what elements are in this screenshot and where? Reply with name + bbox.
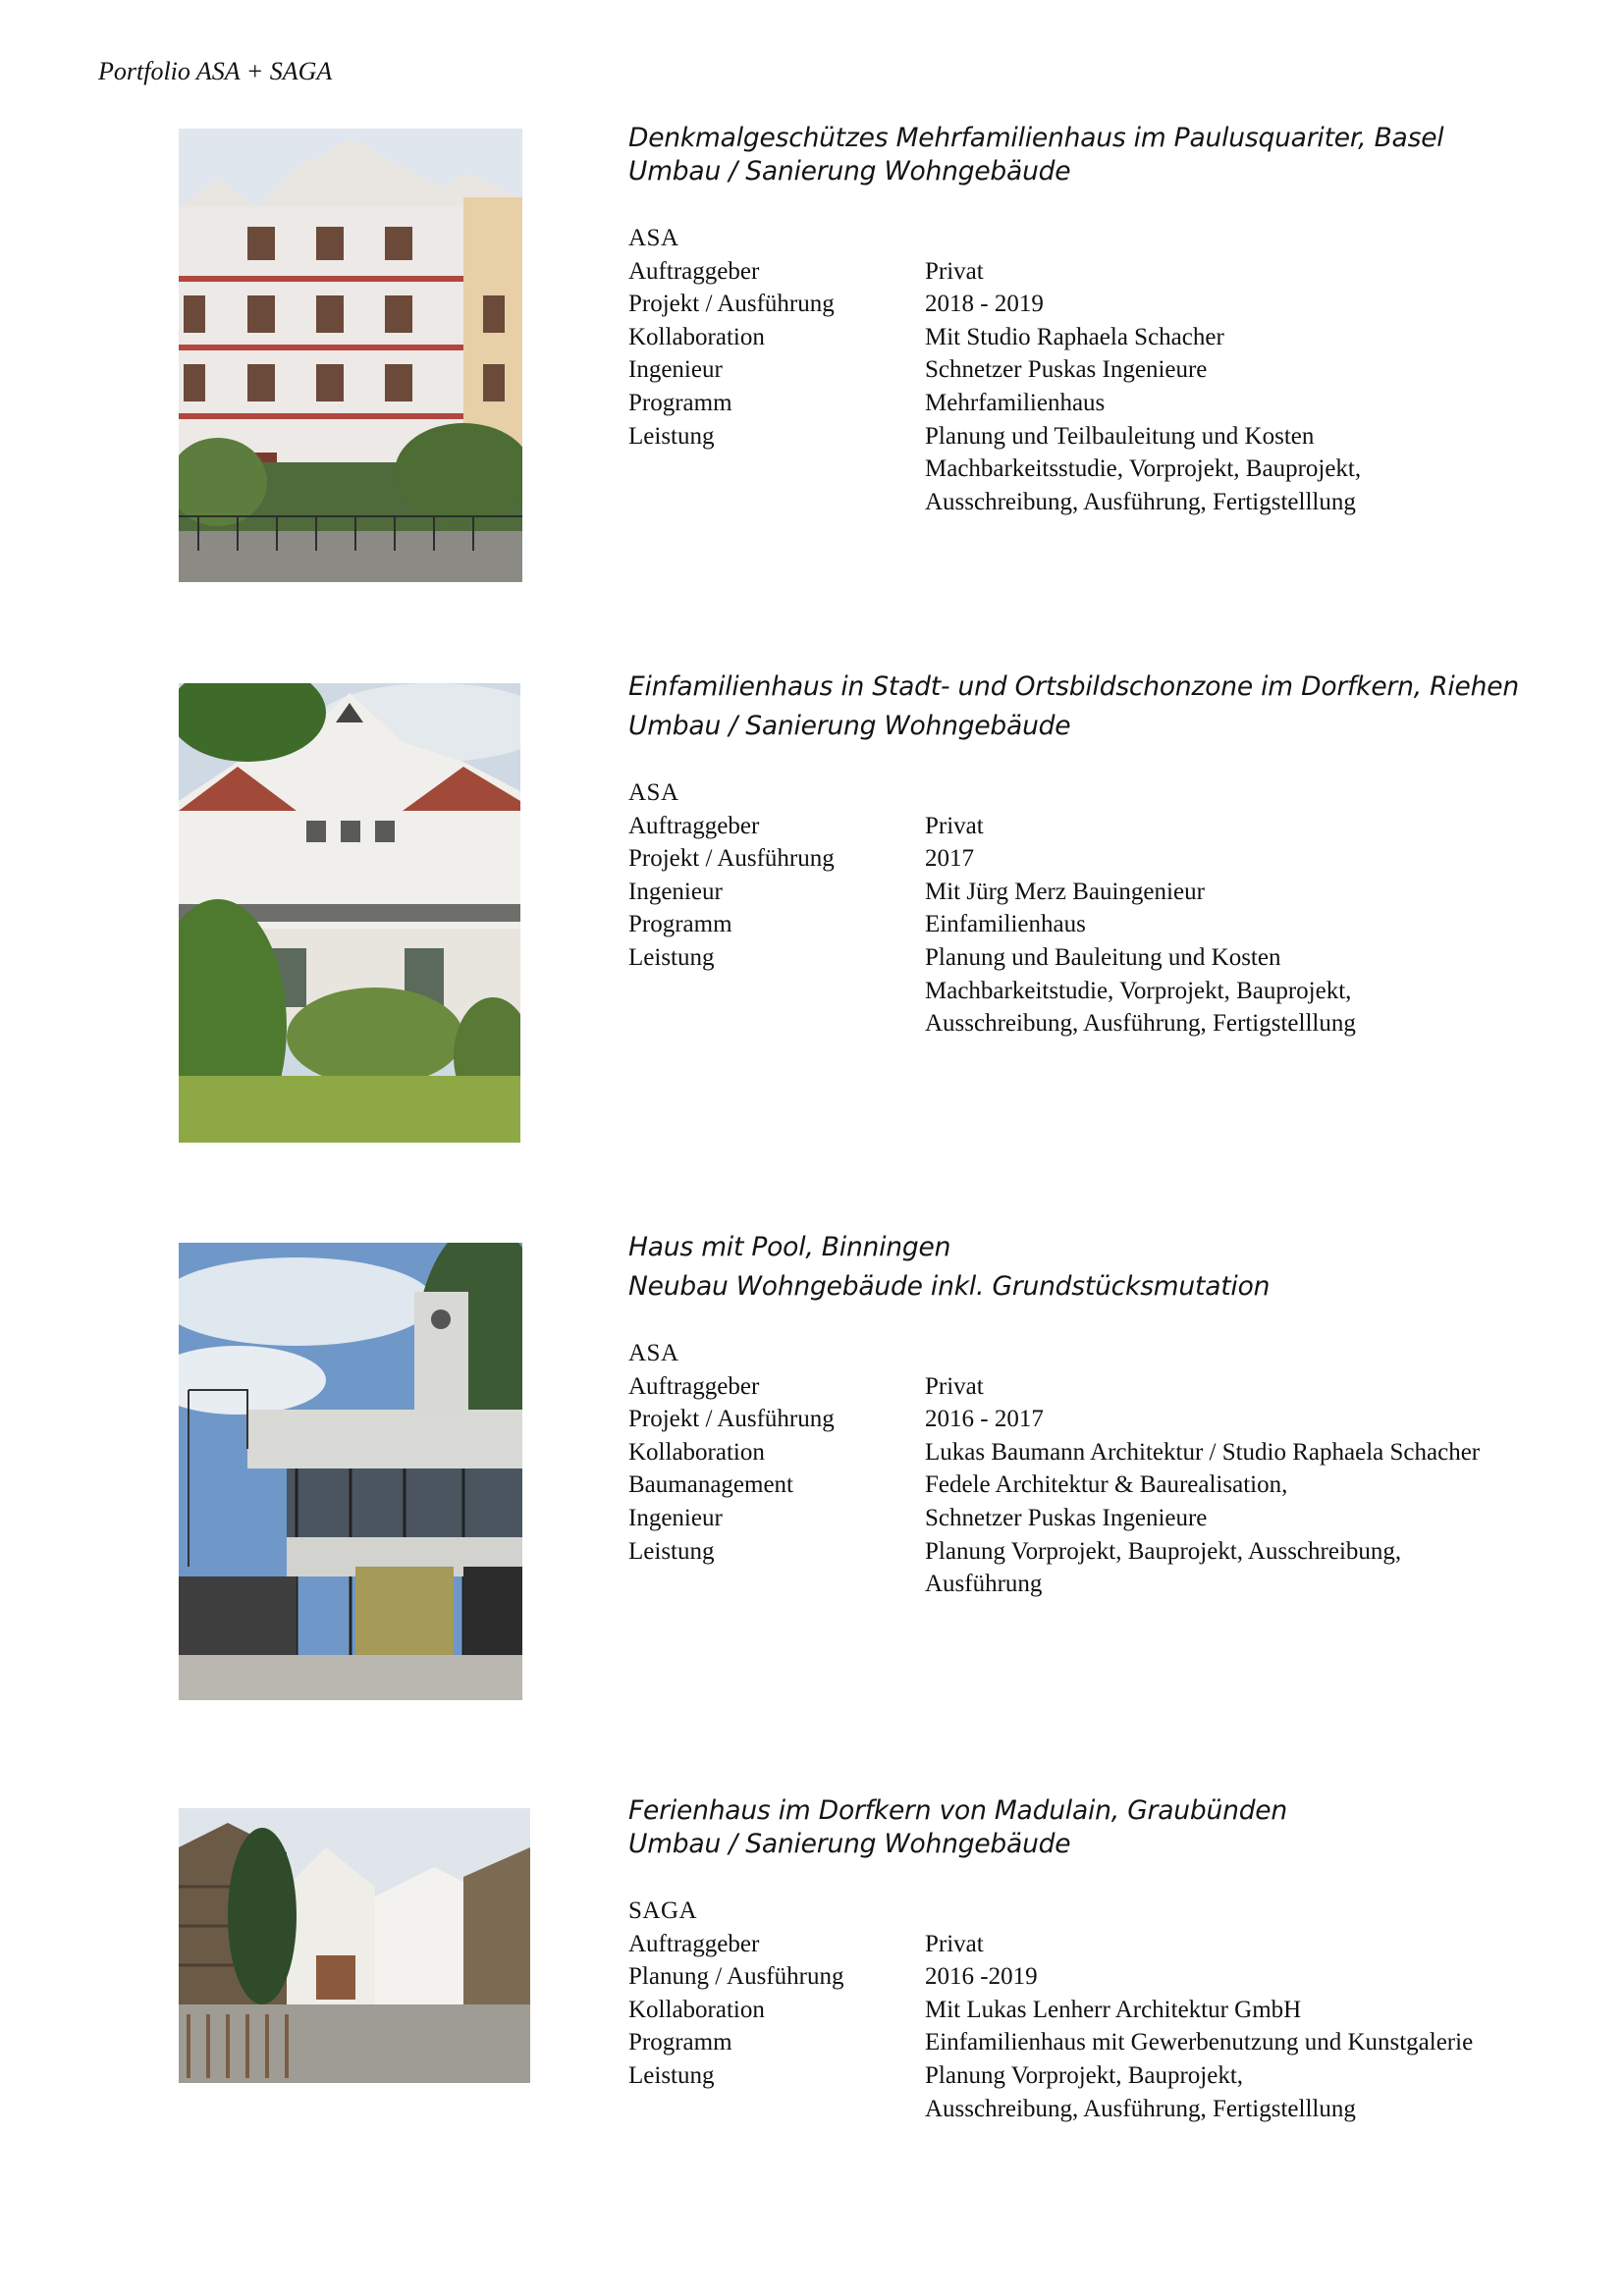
detail-value: Mehrfamilienhaus <box>925 389 1106 416</box>
detail-row <box>628 288 1610 321</box>
project-title: Einfamilienhaus in Stadt- und Ortsbildschonzone im Dorfkern, Riehen <box>628 671 1519 702</box>
detail-value: Privat <box>925 1372 984 1400</box>
detail-value: Machbarkeitstudie, Vorprojekt, Bauprojekt, <box>925 977 1352 1004</box>
project-firm: ASA <box>628 779 679 806</box>
detail-value: Ausschreibung, Ausführung, Fertigstelllung <box>925 1010 1356 1038</box>
detail-row <box>628 453 1610 486</box>
detail-row <box>628 1994 1610 2027</box>
detail-row <box>628 1370 1610 1404</box>
detail-row <box>628 908 1610 941</box>
detail-row <box>628 810 1610 843</box>
detail-value: Planung Vorprojekt, Bauprojekt, <box>925 2061 1244 2089</box>
detail-row <box>628 1436 1610 1469</box>
detail-row <box>628 1535 1610 1569</box>
project-photo-house-with-pool <box>179 1243 522 1700</box>
page-header: Portfolio ASA + SAGA <box>98 57 333 85</box>
detail-value: 2016 -2019 <box>925 1963 1038 1991</box>
detail-value: Mit Studio Raphaela Schacher <box>925 323 1224 350</box>
detail-value: Schnetzer Puskas Ingenieure <box>925 1504 1208 1531</box>
detail-value: 2016 - 2017 <box>925 1406 1044 1433</box>
detail-row <box>628 321 1610 354</box>
project-photo-townhouse <box>179 129 522 582</box>
detail-label: Projekt / Ausführung <box>628 1406 835 1433</box>
project-photo-single-family-house <box>179 683 520 1143</box>
detail-value: Planung Vorprojekt, Bauprojekt, Ausschreibung, <box>925 1537 1402 1565</box>
detail-label: Kollaboration <box>628 1438 765 1466</box>
detail-row <box>628 941 1610 975</box>
detail-row <box>628 2026 1610 2059</box>
detail-row <box>628 255 1610 289</box>
detail-label: Auftraggeber <box>628 812 760 839</box>
detail-row <box>628 975 1610 1008</box>
detail-value: Planung und Teilbauleitung und Kosten <box>925 422 1315 450</box>
detail-label: Leistung <box>628 943 715 971</box>
detail-value: Lukas Baumann Architektur / Studio Raphaela Schacher <box>925 1438 1481 1466</box>
detail-label: Auftraggeber <box>628 1372 760 1400</box>
detail-label: Projekt / Ausführung <box>628 845 835 873</box>
project-title: Denkmalgeschützes Mehrfamilienhaus im Paulusquariter, Basel <box>628 123 1444 153</box>
project-photo-holiday-house <box>179 1808 530 2083</box>
detail-label <box>628 486 925 519</box>
project-title: Haus mit Pool, Binningen <box>628 1232 951 1262</box>
detail-row <box>628 1502 1610 1535</box>
detail-row <box>628 876 1610 909</box>
detail-row <box>628 420 1610 454</box>
project-firm: ASA <box>628 225 679 251</box>
detail-row <box>628 1468 1610 1502</box>
project-firm: SAGA <box>628 1897 698 1924</box>
detail-label: Ingenieur <box>628 356 723 384</box>
detail-label <box>628 1568 925 1601</box>
detail-label: Programm <box>628 389 732 416</box>
detail-row <box>628 387 1610 420</box>
detail-row <box>628 1568 1610 1601</box>
detail-label: Auftraggeber <box>628 1930 760 1957</box>
detail-value: 2018 - 2019 <box>925 291 1044 318</box>
detail-value: Einfamilienhaus mit Gewerbenutzung und Kunstgalerie <box>925 2029 1474 2056</box>
project-subtitle: Umbau / Sanierung Wohngebäude <box>628 1829 1071 1859</box>
detail-row <box>628 2093 1610 2126</box>
project-title: Ferienhaus im Dorfkern von Madulain, Graubünden <box>628 1795 1288 1826</box>
detail-value: Ausführung <box>925 1571 1043 1598</box>
detail-value: Ausschreibung, Ausführung, Fertigstelllung <box>925 2095 1356 2122</box>
detail-label: Ingenieur <box>628 878 723 905</box>
detail-value: Privat <box>925 257 984 285</box>
project-subtitle: Umbau / Sanierung Wohngebäude <box>628 711 1071 741</box>
project-firm: ASA <box>628 1340 679 1366</box>
detail-value: Privat <box>925 1930 984 1957</box>
detail-label: Programm <box>628 2029 732 2056</box>
detail-label: Ingenieur <box>628 1504 723 1531</box>
detail-label: Projekt / Ausführung <box>628 291 835 318</box>
detail-label: Kollaboration <box>628 323 765 350</box>
detail-label <box>628 2093 925 2126</box>
detail-value: Einfamilienhaus <box>925 911 1086 938</box>
detail-row <box>628 1007 1610 1041</box>
detail-label: Auftraggeber <box>628 257 760 285</box>
detail-value: Mit Lukas Lenherr Architektur GmbH <box>925 1996 1302 2023</box>
detail-label <box>628 1007 925 1041</box>
detail-row <box>628 486 1610 519</box>
detail-row <box>628 1928 1610 1961</box>
detail-value: 2017 <box>925 845 974 873</box>
detail-label: Programm <box>628 911 732 938</box>
project-subtitle: Umbau / Sanierung Wohngebäude <box>628 156 1071 187</box>
detail-label <box>628 975 925 1008</box>
detail-label: Kollaboration <box>628 1996 765 2023</box>
detail-label: Leistung <box>628 422 715 450</box>
detail-value: Privat <box>925 812 984 839</box>
detail-label: Leistung <box>628 1537 715 1565</box>
detail-value: Planung und Bauleitung und Kosten <box>925 943 1281 971</box>
detail-row <box>628 2059 1610 2093</box>
detail-row <box>628 1960 1610 1994</box>
detail-label: Leistung <box>628 2061 715 2089</box>
detail-label <box>628 453 925 486</box>
project-subtitle: Neubau Wohngebäude inkl. Grundstücksmutation <box>628 1271 1271 1302</box>
detail-row <box>628 353 1610 387</box>
detail-value: Ausschreibung, Ausführung, Fertigstelllung <box>925 488 1356 515</box>
detail-row <box>628 842 1610 876</box>
detail-label: Baumanagement <box>628 1471 793 1499</box>
detail-label: Planung / Ausführung <box>628 1963 844 1991</box>
detail-value: Fedele Architektur & Baurealisation, <box>925 1471 1288 1499</box>
detail-value: Mit Jürg Merz Bauingenieur <box>925 878 1205 905</box>
detail-row <box>628 1403 1610 1436</box>
detail-value: Machbarkeitsstudie, Vorprojekt, Bauprojekt, <box>925 455 1362 483</box>
detail-value: Schnetzer Puskas Ingenieure <box>925 356 1208 384</box>
